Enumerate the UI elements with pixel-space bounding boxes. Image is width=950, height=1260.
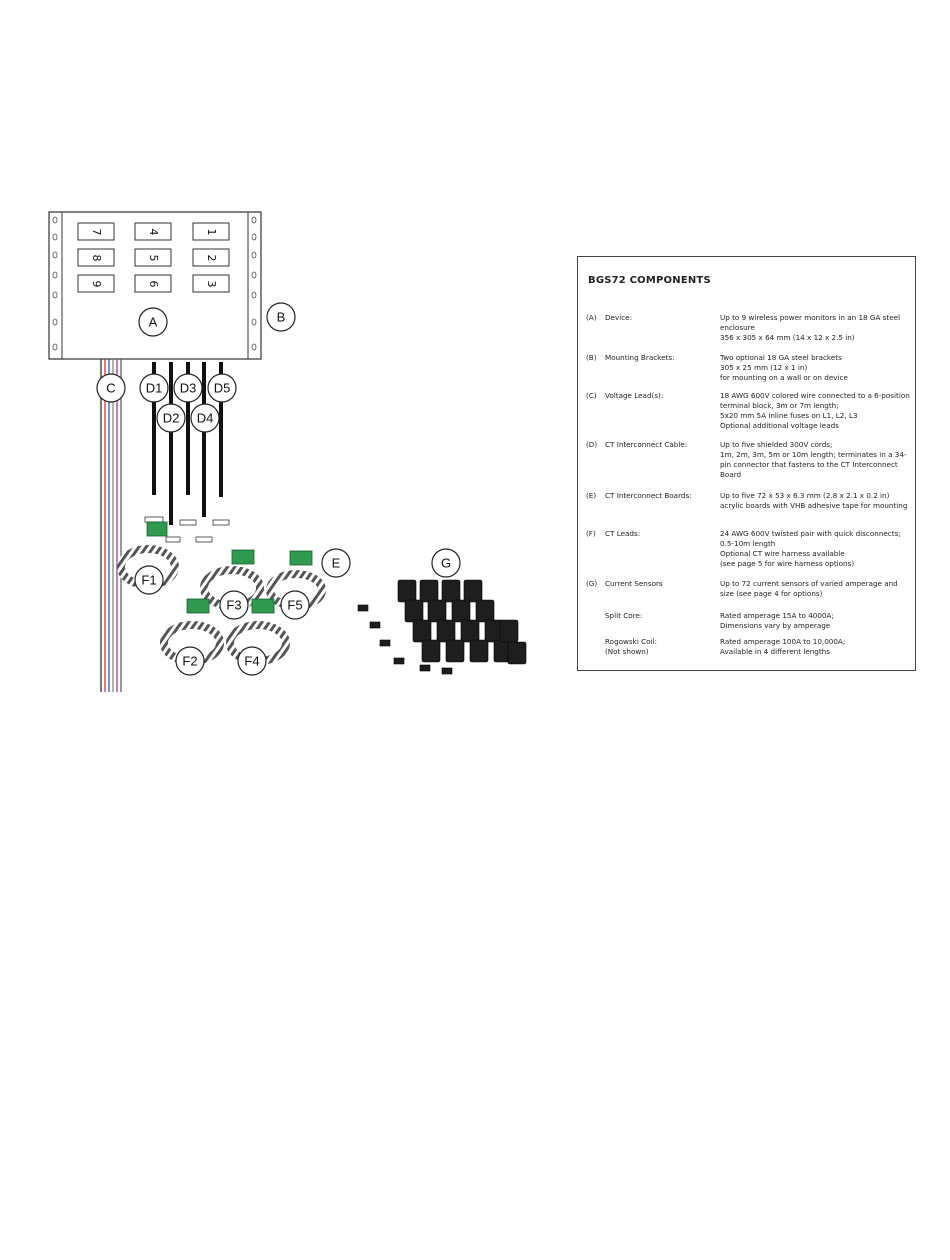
spec-desc: Up to five shielded 300V cords; 1m, 2m, 3m, 5m or 10m length; terminates in a 34-pin connector that fastens to the CT Interconnect Board [720,440,907,479]
callout-c: C [106,380,116,396]
slot-number: 5 [147,254,160,262]
spec-key: (B) [586,353,597,362]
callout-g: G [440,555,452,571]
slot-number: 9 [90,280,103,288]
spec-title: BGS72 COMPONENTS [588,275,711,286]
spec-desc: Rated amperage 100A to 10,000A; Available in 4 different lengths [720,637,846,656]
slot-number: 4 [147,228,160,236]
spec-desc: 18 AWG 600V colored wire connected to a 6-position terminal block, 3m or 7m length; 5x20 mm 5A inline fuses on L1, L2, L3 Optional additional voltage leads [720,391,910,430]
callout-d5: D5 [213,380,231,396]
voltage-leads [101,359,121,692]
callout-d1: D1 [145,380,163,396]
spec-name: Rogowski Coil: (Not shown) [605,637,657,656]
callout-f3: F3 [226,597,242,613]
callout-a: A [148,314,158,330]
slot-number: 6 [147,280,160,288]
components-spec-box [577,256,916,671]
spec-name: CT Leads: [605,529,641,538]
callout-f5: F5 [287,597,303,613]
monitor-slots [78,223,229,292]
callout-d2: D2 [162,410,180,426]
spec-name: CT Interconnect Cable: [605,440,688,449]
spec-key: (C) [586,391,597,400]
spec-name: Mounting Brackets: [605,353,675,362]
spec-desc: Up to five 72 x 53 x 6.3 mm (2.8 x 2.1 x 0.2 in) acrylic boards with VHB adhesive tape for mounting [720,491,908,510]
spec-key: (G) [586,579,598,588]
spec-name: Current Sensors [605,579,663,588]
callout-d4: D4 [196,410,214,426]
callout-f2: F2 [182,653,198,669]
spec-key: (A) [586,313,597,322]
spec-desc: Two optional 18 GA steel brackets 305 x 25 mm (12 x 1 in) for mounting on a wall or on device [720,353,848,382]
spec-desc: Up to 9 wireless power monitors in an 18 GA steel enclosure 356 x 305 x 64 mm (14 x 12 x 2.5 in) [720,313,901,342]
spec-key: (D) [586,440,598,449]
slot-number: 3 [205,280,218,288]
spec-desc: Rated amperage 15A to 4000A; Dimensions vary by amperage [720,611,834,630]
current-sensors [358,580,526,674]
callout-f4: F4 [244,653,260,669]
slot-number: 7 [90,228,103,236]
device-enclosure [49,212,261,359]
spec-name: Split Core: [605,611,643,620]
callout-e: E [331,555,341,571]
slot-number: 2 [205,254,218,262]
spec-desc: 24 AWG 600V twisted pair with quick disconnects; 0.5-10m length Optional CT wire harness available (see page 5 for wire harness options) [720,529,901,568]
spec-name: Device: [605,313,633,322]
spec-name: CT Interconnect Boards: [605,491,692,500]
spec-key: (E) [586,491,597,500]
spec-key: (F) [586,529,596,538]
spec-desc: Up to 72 current sensors of varied amperage and size (see page 4 for options) [720,579,898,598]
callout-d3: D3 [179,380,197,396]
callout-b: B [276,309,286,325]
spec-name: Voltage Lead(s): [605,391,664,400]
callout-f1: F1 [141,572,157,588]
slot-number: 1 [205,228,218,236]
slot-number: 8 [90,254,103,262]
